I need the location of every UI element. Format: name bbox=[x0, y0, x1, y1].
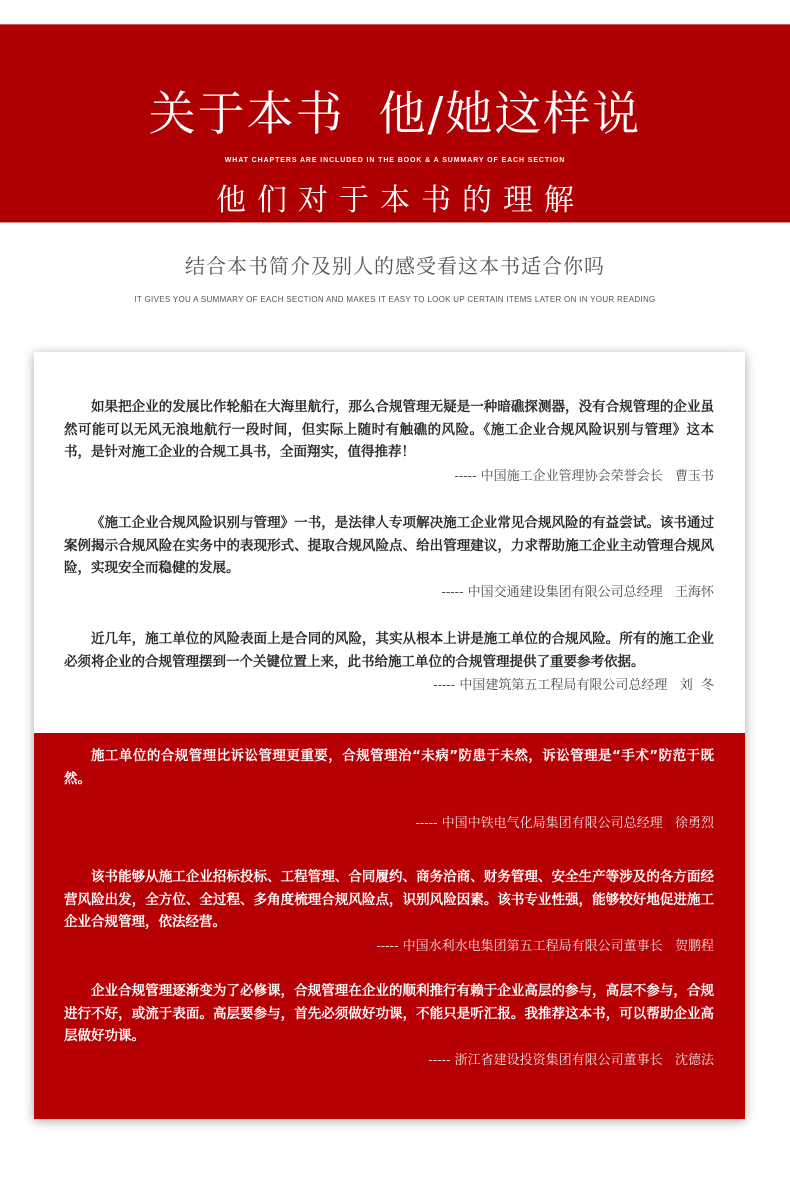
testimonial bbox=[64, 745, 714, 834]
testimonial bbox=[64, 396, 714, 487]
testimonial-text: 《施工企业合规风险识别与管理》一书，是法律人专项解决施工企业常见合规风险的有益尝试。该书通过案例揭示合规风险在实务中的表现形式、提取合规风险点、给出管理建议，力求帮助施工企业主动管理合规风险，实现安全而稳健的发展。 bbox=[64, 515, 714, 576]
testimonial-source: ----- 中国建筑第五工程局有限公司总经理 刘 冬 bbox=[433, 678, 714, 693]
testimonial bbox=[64, 628, 714, 696]
testimonial-text: 企业合规管理逐渐变为了必修课，合规管理在企业的顺利推行有赖于企业高层的参与，高层不参与，合规进行不好，或流于表面。高层要参与，首先必须做好功课，不能只是听汇报。我推荐这本书，可以帮助企业高层做好功课。 bbox=[64, 983, 714, 1044]
testimonials-card bbox=[34, 352, 745, 1119]
testimonial-source: ----- 浙江省建设投资集团有限公司董事长 沈德法 bbox=[428, 1052, 714, 1068]
testimonial-source: ----- 中国施工企业管理协会荣誉会长 曹玉书 bbox=[454, 468, 714, 484]
intro-title: 结合本书简介及别人的感受看这本书适合你吗 bbox=[185, 254, 605, 278]
testimonials-red-section bbox=[34, 733, 745, 1119]
header-subtitle: 他们对于本书的理解 bbox=[216, 183, 585, 218]
header-english-subtitle: WHAT CHAPTERS ARE INCLUDED IN THE BOOK & A SUMMARY OF EACH SECTION bbox=[224, 157, 566, 164]
testimonial-text: 该书能够从施工企业招标投标、工程管理、合同履约、商务洽商、财务管理、安全生产等涉及的各方面经营风险出发，全方位、全过程、多角度梳理合规风险点，识别风险因素。该书专业性强，能够较好地促进施工企业合规管理，依法经营。 bbox=[64, 869, 714, 930]
testimonial-source: ----- 中国交通建设集团有限公司总经理 王海怀 bbox=[441, 584, 714, 600]
testimonial bbox=[64, 980, 714, 1071]
testimonial-source: ----- 中国中铁电气化局集团有限公司总经理 徐勇烈 bbox=[415, 816, 714, 831]
testimonial-source: ----- 中国水利水电集团第五工程局有限公司董事长 贺鹏程 bbox=[376, 938, 714, 954]
page-title: 关于本书 他/她这样说 bbox=[148, 87, 642, 142]
testimonial bbox=[64, 512, 714, 603]
testimonial-text: 近几年，施工单位的风险表面上是合同的风险，其实从根本上讲是施工单位的合规风险。所有的施工企业必须将企业的合规管理摆到一个关键位置上来，此书给施工单位的合规管理提供了重要参考依据。 bbox=[64, 631, 714, 670]
testimonial-text: 施工单位的合规管理比诉讼管理更重要，合规管理治“未病”防患于未然，诉讼管理是“手术”防范于既然。 bbox=[64, 748, 714, 787]
header-banner bbox=[0, 24, 790, 223]
testimonials-white-section bbox=[34, 352, 745, 733]
testimonial bbox=[64, 866, 714, 957]
intro-english-subtitle: IT GIVES YOU A SUMMARY OF EACH SECTION AND MAKES IT EASY TO LOOK UP CERTAIN ITEMS LATER ON IN YOUR READING bbox=[134, 295, 656, 304]
testimonial-text: 如果把企业的发展比作轮船在大海里航行，那么合规管理无疑是一种暗礁探测器，没有合规管理的企业虽然可能可以无风无浪地航行一段时间，但实际上随时有触礁的风险。《施工企业合规风险识别与管理》这本书，是针对施工企业的合规工具书，全面翔实，值得推荐！ bbox=[64, 399, 714, 460]
